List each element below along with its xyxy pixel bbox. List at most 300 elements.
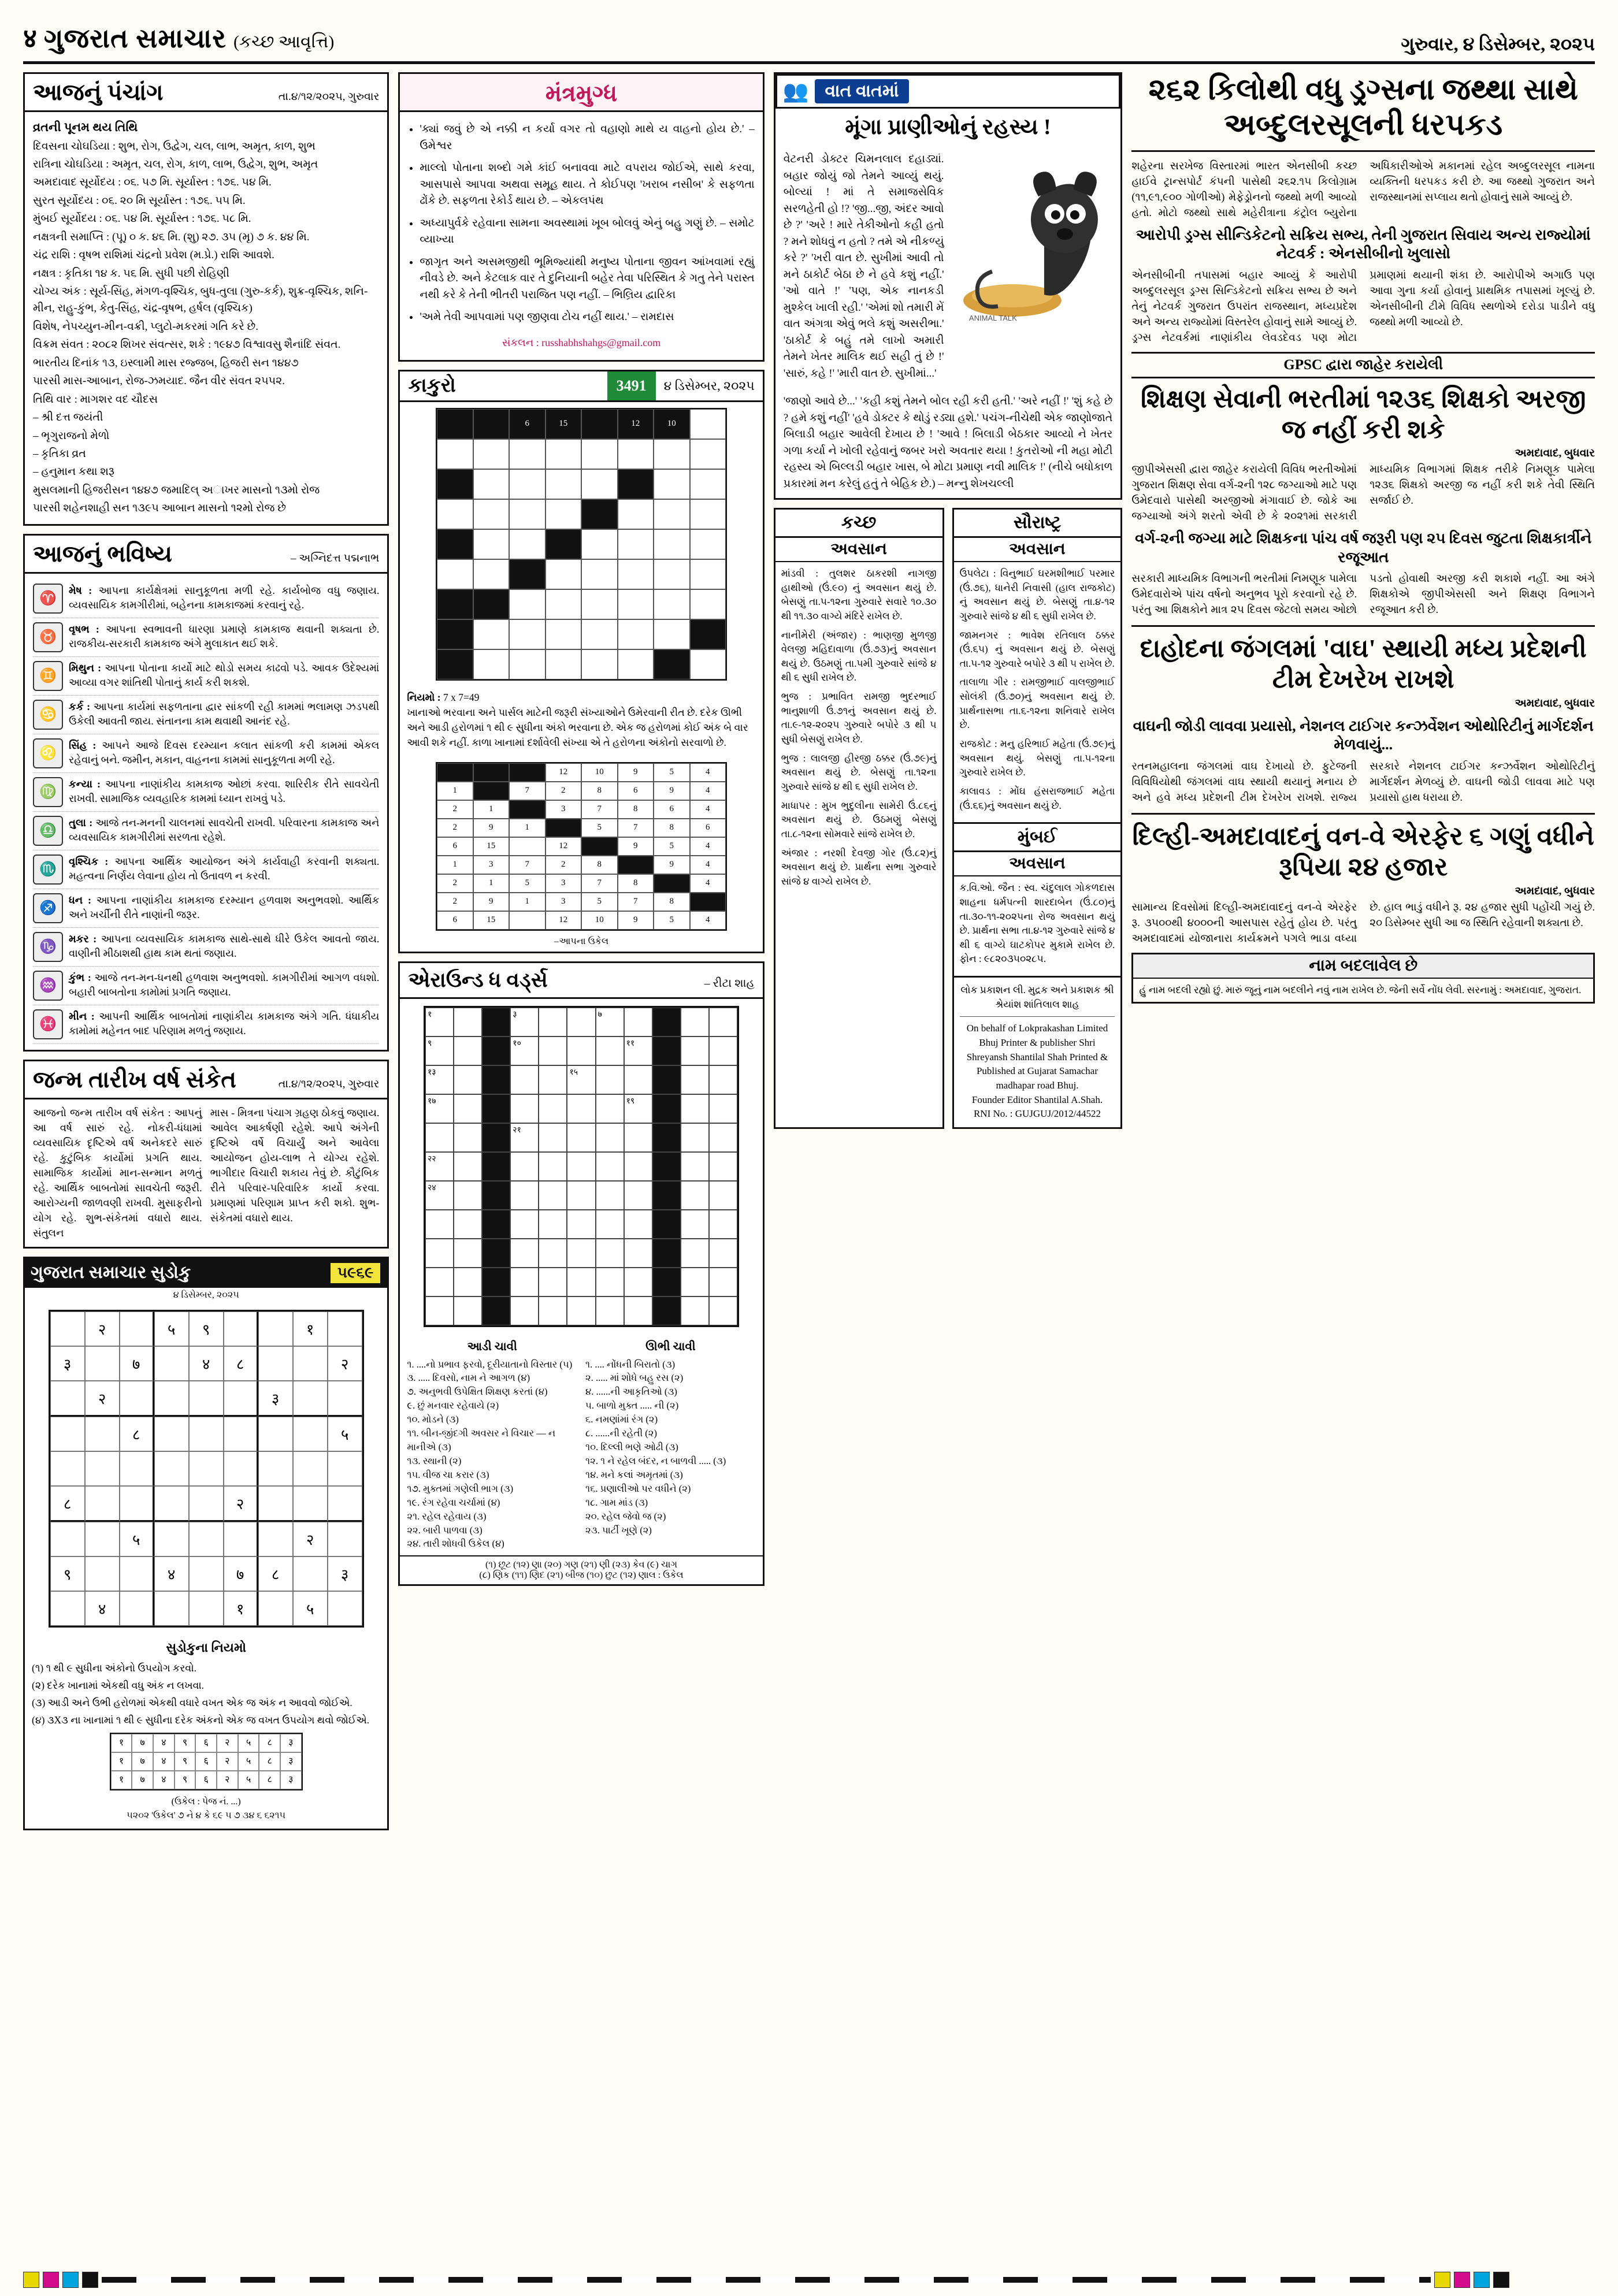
- crossword-cell[interactable]: [454, 1123, 482, 1152]
- crossword-cell[interactable]: [624, 1239, 652, 1268]
- sudoku-cell[interactable]: [189, 1381, 224, 1417]
- sudoku-cell[interactable]: ४: [85, 1591, 120, 1626]
- crossword-cell[interactable]: [454, 1008, 482, 1036]
- sudoku-cell[interactable]: ९: [50, 1556, 85, 1591]
- sudoku-cell[interactable]: [85, 1417, 120, 1451]
- kakuro-cell[interactable]: [654, 469, 690, 499]
- mantra-mail[interactable]: સંકલન : russhabhshahgs@gmail.com: [502, 336, 661, 348]
- crossword-cell[interactable]: [709, 1094, 737, 1123]
- crossword-cell[interactable]: [596, 1210, 624, 1239]
- sudoku-cell[interactable]: [258, 1312, 293, 1346]
- crossword-cell[interactable]: [454, 1065, 482, 1094]
- kakuro-cell[interactable]: [690, 589, 726, 619]
- crossword-cell[interactable]: [567, 1065, 595, 1094]
- delhi-headline[interactable]: દિલ્હી-અમદાવાદનું વન-વે એરફેર ૬ ગણું વધીને રૂપિયા ૨૪ હજાર: [1132, 822, 1594, 881]
- crossword-cell[interactable]: [425, 1152, 454, 1181]
- gpsc-headline[interactable]: શિક્ષણ સેવાની ભરતીમાં ૧૨૩૬ શિક્ષકો અરજી જ નહીં કરી શકે: [1140, 384, 1586, 444]
- sudoku-cell[interactable]: [258, 1591, 293, 1626]
- sudoku-cell[interactable]: [189, 1591, 224, 1626]
- sudoku-cell[interactable]: [224, 1417, 258, 1451]
- kakuro-solution-cell: 9: [654, 782, 690, 800]
- crossword-cell[interactable]: [539, 1296, 567, 1325]
- kakuro-solution-cell: [618, 856, 654, 874]
- crossword-cell[interactable]: [454, 1296, 482, 1325]
- sudoku-cell[interactable]: [293, 1451, 328, 1486]
- crossword-cell[interactable]: [681, 1239, 709, 1268]
- sudoku-cell[interactable]: [189, 1417, 224, 1451]
- kakuro-cell[interactable]: [545, 469, 582, 499]
- sudoku-cell[interactable]: [120, 1381, 154, 1417]
- crossword-cell[interactable]: [681, 1065, 709, 1094]
- kakuro-cell[interactable]: [654, 529, 690, 559]
- sudoku-cell[interactable]: [50, 1451, 85, 1486]
- sudoku-cell[interactable]: [189, 1522, 224, 1556]
- crossword-cell[interactable]: [567, 1296, 595, 1325]
- kakuro-grid[interactable]: [436, 408, 727, 681]
- sudoku-cell[interactable]: [50, 1381, 85, 1417]
- sudoku-cell[interactable]: ५: [120, 1522, 154, 1556]
- sudoku-cell[interactable]: [328, 1522, 362, 1556]
- crossword-cell[interactable]: [624, 1094, 652, 1123]
- crossword-cell[interactable]: [681, 1152, 709, 1181]
- crossword-block: [482, 1094, 510, 1123]
- kakuro-cell[interactable]: [654, 619, 690, 649]
- sudoku-cell[interactable]: ८: [50, 1486, 85, 1522]
- crossword-cell[interactable]: [624, 1036, 652, 1065]
- sudoku-cell[interactable]: [189, 1486, 224, 1522]
- lead-headline[interactable]: ૨૬૨ કિલોથી વધુ ડ્રગ્સના જથ્થા સાથે અબ્દુલરસૂલની ધરપકડ: [1148, 73, 1578, 142]
- crossword-cell[interactable]: [596, 1094, 624, 1123]
- kakuro-cell[interactable]: [545, 589, 582, 619]
- crossword-cell[interactable]: [624, 1210, 652, 1239]
- sudoku-grid[interactable]: [49, 1310, 364, 1628]
- sudoku-answer-cell: ९: [175, 1752, 196, 1771]
- crossword-cell[interactable]: [681, 1008, 709, 1036]
- crossword-cell[interactable]: [709, 1065, 737, 1094]
- crossword-cell[interactable]: [425, 1181, 454, 1210]
- sudoku-cell[interactable]: [224, 1522, 258, 1556]
- sudoku-cell[interactable]: [120, 1591, 154, 1626]
- crossword-cell[interactable]: [510, 1008, 539, 1036]
- kakuro-cell[interactable]: [690, 649, 726, 679]
- mantra-item: • જાગૃત અને અસમજીથી ભૂમિજ્યાંથી મનુષ્ય પોતાના જીવન આંખવામાં રહ્યું નીવડે છે. અને કેટલાક વાર તે દુનિયાની બહેર તેવા પરિસ્થિત કે ગતુ તેને પરાસ્ત નથી કરે કે તેની ભીતરી પરાજિત પણ નહીં. – ભિલ્રિય દ્વારિકા: [420, 254, 754, 304]
- crossword-cell[interactable]: [539, 1008, 567, 1036]
- kakuro-clue-cell[interactable]: 15: [545, 409, 582, 439]
- kakuro-cell[interactable]: [509, 469, 545, 499]
- sudoku-cell[interactable]: [85, 1486, 120, 1522]
- crossword-cell[interactable]: [567, 1268, 595, 1296]
- crossword-cell[interactable]: [539, 1239, 567, 1268]
- crossword-cell[interactable]: [510, 1036, 539, 1065]
- swatch: [1434, 2272, 1450, 2288]
- kakuro-solution-cell: 5: [581, 893, 618, 911]
- name-change-title: નામ બદલાવેલ છે: [1133, 954, 1593, 979]
- crossword-cell[interactable]: [425, 1036, 454, 1065]
- crossword-cell[interactable]: [596, 1152, 624, 1181]
- sudoku-cell[interactable]: २: [85, 1312, 120, 1346]
- kakuro-clue-cell: [437, 469, 473, 499]
- horoscope-row: [33, 618, 379, 657]
- kakuro-clue-cell: [618, 469, 654, 499]
- crossword-cell[interactable]: [454, 1268, 482, 1296]
- sudoku-cell[interactable]: ७: [224, 1556, 258, 1591]
- crossword-cell[interactable]: [624, 1181, 652, 1210]
- sudoku-cell[interactable]: १: [293, 1312, 328, 1346]
- crossword-cell[interactable]: [681, 1210, 709, 1239]
- sudoku-cell[interactable]: [258, 1451, 293, 1486]
- sudoku-answer-cell: ३: [280, 1771, 302, 1789]
- crossword-cell[interactable]: [709, 1239, 737, 1268]
- panchang-line: મુસલમાની હિજરીસન ૧૪૪૭ જમાદિલ્ અાખર માસનો ૧૩મો રોજ: [33, 484, 320, 496]
- crossword-grid[interactable]: [424, 1006, 739, 1327]
- kakuro-cell[interactable]: [654, 589, 690, 619]
- kakuro-cell[interactable]: [618, 619, 654, 649]
- crossword-cell[interactable]: [510, 1239, 539, 1268]
- sudoku-cell[interactable]: [258, 1417, 293, 1451]
- sudoku-cell[interactable]: [120, 1312, 154, 1346]
- crossword-cell[interactable]: [596, 1036, 624, 1065]
- sudoku-cell[interactable]: २: [328, 1346, 362, 1381]
- kakuro-clue-cell: [545, 529, 582, 559]
- kakuro-cell[interactable]: [473, 439, 510, 469]
- crossword-block: [652, 1036, 681, 1065]
- page-number: ४: [23, 24, 37, 53]
- kakuro-cell[interactable]: [473, 619, 510, 649]
- crossword-cell[interactable]: [709, 1123, 737, 1152]
- crossword-cell[interactable]: [510, 1123, 539, 1152]
- crossword-clue: ૯. છું મનવાર રહેવાયે (૨): [407, 1400, 499, 1411]
- sudoku-cell[interactable]: ८: [258, 1556, 293, 1591]
- kakuro-cell[interactable]: [618, 499, 654, 529]
- kakuro-cell[interactable]: [690, 409, 726, 439]
- kakuro-cell[interactable]: [618, 439, 654, 469]
- crossword-cell[interactable]: [539, 1210, 567, 1239]
- crossword-cell[interactable]: [681, 1036, 709, 1065]
- kakuro-clue-cell[interactable]: 6: [509, 409, 545, 439]
- kakuro-clue-cell: [473, 589, 510, 619]
- sudoku-cell[interactable]: [50, 1417, 85, 1451]
- crossword-cell[interactable]: [567, 1094, 595, 1123]
- kakuro-cell[interactable]: [473, 559, 510, 589]
- sudoku-cell[interactable]: [154, 1522, 189, 1556]
- crossword-cell[interactable]: [709, 1268, 737, 1296]
- sudoku-cell[interactable]: [50, 1312, 85, 1346]
- crossword-cell[interactable]: [454, 1239, 482, 1268]
- sudoku-cell[interactable]: ३: [50, 1346, 85, 1381]
- sudoku-cell[interactable]: २: [224, 1486, 258, 1522]
- sudoku-cell[interactable]: [50, 1522, 85, 1556]
- crossword-cell[interactable]: [510, 1268, 539, 1296]
- kakuro-cell[interactable]: [545, 649, 582, 679]
- obit-saurashtra-region: સૌરાષ્ટ્ર: [954, 510, 1121, 538]
- sudoku-cell[interactable]: [120, 1486, 154, 1522]
- kakuro-cell[interactable]: [473, 469, 510, 499]
- kakuro-cell[interactable]: [690, 439, 726, 469]
- kakuro-cell[interactable]: [437, 499, 473, 529]
- crossword-cell[interactable]: [454, 1036, 482, 1065]
- imprint-line3: Founder Editor Shantilal A.Shah.: [971, 1094, 1103, 1105]
- sudoku-cell[interactable]: २: [293, 1522, 328, 1556]
- kakuro-cell[interactable]: [618, 529, 654, 559]
- kakuro-cell[interactable]: [545, 499, 582, 529]
- horoscope-text: મકર : આપના વ્યવસાયિક કામકાજ સાથે-સાથે ધીરે ઉકેલ આવતો જાય. વાણીની મીઠાશથી હાથ કામ થતાં જણાય.: [69, 932, 380, 960]
- sudoku-cell[interactable]: [258, 1486, 293, 1522]
- crossword-cell[interactable]: [709, 1210, 737, 1239]
- kakuro-cell[interactable]: [581, 529, 618, 559]
- sudoku-cell[interactable]: [328, 1451, 362, 1486]
- panchang-line: – હનુમાન કથા શરૂ: [33, 466, 115, 478]
- crossword-cell[interactable]: [567, 1152, 595, 1181]
- sudoku-cell[interactable]: ३: [258, 1381, 293, 1417]
- kakuro-cell[interactable]: [545, 439, 582, 469]
- crossword-cell[interactable]: [425, 1239, 454, 1268]
- kakuro-clue-cell[interactable]: [581, 409, 618, 439]
- crossword-cell[interactable]: [510, 1181, 539, 1210]
- crossword-cell[interactable]: [567, 1210, 595, 1239]
- sudoku-cell[interactable]: ७: [120, 1346, 154, 1381]
- kakuro-cell[interactable]: [509, 499, 545, 529]
- crossword-cell[interactable]: [425, 1094, 454, 1123]
- crossword-down-title: ઊભી ચાવી: [645, 1340, 696, 1353]
- sudoku-cell[interactable]: [120, 1556, 154, 1591]
- sudoku-cell[interactable]: [189, 1556, 224, 1591]
- crossword-cell[interactable]: [596, 1008, 624, 1036]
- sudoku-cell[interactable]: ९: [189, 1312, 224, 1346]
- crossword-cell[interactable]: [425, 1296, 454, 1325]
- dahod-body: રતનમહાલના જંગલમાં વાઘ દેખાયો છે. ફુટેજની વિવિધિયોથી જંગલમાં વાઘ સ્થાયી થયાનું મનાય છે અને હવે મધ્ય પ્રદેશની ટીમ દેખરેખ રાખશે. રાજ્ય સરકારે નેશનલ ટાઈગર કન્ઝર્વેશન ઓથોરિટીનું માર્ગદર્શન મેળવ્યું છે. વાઘની જોડી લાવવા માટે પણ પ્રયાસો હાથ ધરાયા છે.: [1131, 760, 1595, 804]
- crossword-cell[interactable]: [425, 1008, 454, 1036]
- crossword-cell[interactable]: [425, 1268, 454, 1296]
- kakuro-cell[interactable]: [581, 559, 618, 589]
- obit-mumbai-list: [954, 876, 1121, 976]
- kakuro-cell[interactable]: [618, 649, 654, 679]
- imprint-rni: RNI No. : GUJGUJ/2012/44522: [973, 1108, 1101, 1120]
- kakuro-cell[interactable]: [618, 589, 654, 619]
- birth-year-left: આજનો જન્મ તારીખ વર્ષ સંકેત : આપનું આ વર્ષ સારું રહે. નોકરી-ધંધામાં વ્યવસાયિક દૃષ્ટિએ વર્ષ અનેકદરે સારું રહે. કુટુંબિક કાર્યોમાં પ્રગતિ થાય. સામાજિક કાર્યોમાં માન-સન્માન મળતું રહે. આર્થિક બાબતોમાં સાવચેતી જરૂરી. આરોગ્યની જાળવણી રાખવી. મુસાફરીનો યોગ રહે. શુભ-સંકેતમાં વધારો થાય. સંતુલન: [33, 1106, 202, 1239]
- kakuro-cell[interactable]: [545, 559, 582, 589]
- crossword-cell[interactable]: [510, 1094, 539, 1123]
- crossword-cell[interactable]: [454, 1152, 482, 1181]
- sudoku-cell[interactable]: [85, 1556, 120, 1591]
- sudoku-cell[interactable]: ५: [328, 1417, 362, 1451]
- crossword-cell[interactable]: [624, 1268, 652, 1296]
- crossword-cell[interactable]: [596, 1065, 624, 1094]
- kakuro-cell[interactable]: [545, 619, 582, 649]
- kakuro-cell[interactable]: [509, 439, 545, 469]
- obituary-entry: ઉપલેટા : વિનુભાઈ ઘરમશીભાઈ પરમાર (ઉં.૭૬), ધાનેરી નિવાસી (હાલ રાજકોટ) નું અવસાન થયું છે. બેસણું તા.૪-૧૨ ગુરુવારે સાંજે ૪ થી ૬ સુધી રાખેલ છે.: [959, 568, 1115, 622]
- kakuro-solution-cell: 9: [654, 856, 690, 874]
- sudoku-cell[interactable]: [293, 1556, 328, 1591]
- kakuro-solution-cell: [654, 874, 690, 893]
- crossword-cell[interactable]: [539, 1268, 567, 1296]
- crossword-cell[interactable]: [567, 1123, 595, 1152]
- crossword-cell[interactable]: [567, 1181, 595, 1210]
- crossword-cell[interactable]: [624, 1065, 652, 1094]
- kakuro-cell[interactable]: [690, 529, 726, 559]
- crossword-cell[interactable]: [624, 1296, 652, 1325]
- sudoku-answer-cell: ६: [195, 1752, 217, 1771]
- kakuro-cell[interactable]: [581, 649, 618, 679]
- crossword-cell[interactable]: [624, 1008, 652, 1036]
- sudoku-cell[interactable]: ३: [328, 1556, 362, 1591]
- kakuro-clue-cell[interactable]: 12: [618, 409, 654, 439]
- sudoku-cell[interactable]: [154, 1591, 189, 1626]
- kakuro-solution-cell: 2: [437, 874, 473, 893]
- sudoku-cell[interactable]: [154, 1417, 189, 1451]
- sudoku-cell[interactable]: [85, 1451, 120, 1486]
- kakuro-cell[interactable]: [437, 559, 473, 589]
- kakuro-cell[interactable]: [509, 529, 545, 559]
- sudoku-cell[interactable]: [154, 1486, 189, 1522]
- kakuro-cell[interactable]: [509, 589, 545, 619]
- crossword-cell[interactable]: [425, 1210, 454, 1239]
- sudoku-cell[interactable]: [154, 1381, 189, 1417]
- sudoku-cell[interactable]: [293, 1417, 328, 1451]
- kakuro-formula: 7 x 7=49: [443, 691, 480, 703]
- crossword-cell[interactable]: [681, 1181, 709, 1210]
- crossword-cell[interactable]: [596, 1268, 624, 1296]
- crossword-cell[interactable]: [510, 1152, 539, 1181]
- sudoku-cell[interactable]: [293, 1346, 328, 1381]
- kakuro-solution-cell: 4: [690, 782, 726, 800]
- crossword-cell[interactable]: [425, 1065, 454, 1094]
- crossword-cell[interactable]: [681, 1268, 709, 1296]
- sudoku-cell[interactable]: [85, 1522, 120, 1556]
- crossword-cell[interactable]: [596, 1296, 624, 1325]
- crossword-cell[interactable]: [539, 1036, 567, 1065]
- mantra-item: • માલ્લો પોતાના શબ્દો ગમે કાંઈ બનાવવા માટે વપરાય જોઈએ, સાથે કરવા, આસપાસે આપવા અથવા સમૂહ થાય. તે કોઈપણ 'ખરાબ નસીબ' કે સફળતા ઢોંકે છે. સફળતા રેકોર્ડ થાય છે. – એકલપંથ: [420, 160, 754, 210]
- panchang-line: ભારતીય દિનાંક ૧૩, ઇસ્લામી માસ રજ્જબ, હિજરી સન ૧૪૪૭: [33, 356, 299, 369]
- sudoku-cell[interactable]: १: [224, 1591, 258, 1626]
- kakuro-cell[interactable]: [509, 619, 545, 649]
- sudoku-box: [23, 1257, 389, 1830]
- crossword-cell[interactable]: [596, 1239, 624, 1268]
- sudoku-cell[interactable]: [293, 1381, 328, 1417]
- sudoku-cell[interactable]: [189, 1451, 224, 1486]
- crossword-cell[interactable]: [510, 1296, 539, 1325]
- crossword-cell[interactable]: [567, 1239, 595, 1268]
- sudoku-cell[interactable]: [328, 1486, 362, 1522]
- kakuro-clue-cell[interactable]: 10: [654, 409, 690, 439]
- sudoku-cell[interactable]: [328, 1381, 362, 1417]
- crossword-cell[interactable]: [539, 1065, 567, 1094]
- sudoku-cell[interactable]: [154, 1346, 189, 1381]
- dahod-headline[interactable]: દાહોદના જંગલમાં 'વાઘ' સ્થાયી મધ્ય પ્રદેશની ટીમ દેખરેખ રાખશે: [1140, 634, 1587, 694]
- horoscope-row: [33, 1005, 379, 1044]
- sudoku-cell[interactable]: [328, 1312, 362, 1346]
- crossword-cell[interactable]: [709, 1036, 737, 1065]
- crossword-cell[interactable]: [539, 1152, 567, 1181]
- sudoku-cell[interactable]: ८: [120, 1417, 154, 1451]
- sudoku-cell[interactable]: [224, 1312, 258, 1346]
- crossword-cell[interactable]: [454, 1094, 482, 1123]
- sudoku-cell[interactable]: २: [85, 1381, 120, 1417]
- kakuro-cell[interactable]: [581, 439, 618, 469]
- kakuro-cell[interactable]: [473, 499, 510, 529]
- crossword-cell-number: २४: [428, 1183, 436, 1192]
- sudoku-cell[interactable]: ८: [224, 1346, 258, 1381]
- sudoku-cell[interactable]: [120, 1451, 154, 1486]
- sudoku-cell[interactable]: [85, 1346, 120, 1381]
- crossword-cell[interactable]: [681, 1296, 709, 1325]
- sudoku-cell[interactable]: [293, 1486, 328, 1522]
- sudoku-cell[interactable]: ४: [154, 1556, 189, 1591]
- dahod-subhead: વાઘની જોડી લાવવા પ્રયાસો, નેશનલ ટાઈગર કન્ઝર્વેશન ઓથોરિટીનું માર્ગદર્શન મેળવાયું...: [1133, 717, 1594, 753]
- sudoku-cell[interactable]: [258, 1346, 293, 1381]
- crossword-cell[interactable]: [709, 1181, 737, 1210]
- kakuro-cell[interactable]: [581, 619, 618, 649]
- crossword-cell[interactable]: [539, 1181, 567, 1210]
- kakuro-cell[interactable]: [618, 559, 654, 589]
- sudoku-answer-cell: १: [111, 1771, 132, 1789]
- crossword-cell[interactable]: [624, 1123, 652, 1152]
- crossword-cell[interactable]: [709, 1296, 737, 1325]
- crossword-cell[interactable]: [539, 1123, 567, 1152]
- kakuro-cell[interactable]: [437, 439, 473, 469]
- kakuro-cell[interactable]: [690, 499, 726, 529]
- crossword-cell[interactable]: [709, 1152, 737, 1181]
- kakuro-cell[interactable]: [690, 469, 726, 499]
- crossword-cell[interactable]: [596, 1123, 624, 1152]
- gpsc-kicker: GPSC દ્વારા જાહેર કરાયેલી: [1131, 352, 1595, 378]
- sudoku-cell[interactable]: [224, 1451, 258, 1486]
- kakuro-cell[interactable]: [473, 649, 510, 679]
- obit-mumbai-region: મુંબઈ: [954, 822, 1121, 852]
- sudoku-answer-cell: ८: [259, 1752, 280, 1771]
- crossword-cell[interactable]: [681, 1123, 709, 1152]
- kakuro-cell[interactable]: [581, 589, 618, 619]
- kakuro-cell[interactable]: [654, 439, 690, 469]
- crossword-cell[interactable]: [425, 1123, 454, 1152]
- crossword-cell[interactable]: [596, 1181, 624, 1210]
- crossword-cell[interactable]: [709, 1008, 737, 1036]
- crossword-cell[interactable]: [624, 1152, 652, 1181]
- crossword-cell[interactable]: [510, 1210, 539, 1239]
- sudoku-cell[interactable]: [258, 1522, 293, 1556]
- sudoku-cell[interactable]: ४: [189, 1346, 224, 1381]
- sudoku-cell[interactable]: [328, 1591, 362, 1626]
- sudoku-cell[interactable]: [50, 1591, 85, 1626]
- sudoku-cell[interactable]: [154, 1451, 189, 1486]
- kakuro-clue-cell: [437, 589, 473, 619]
- lead-body-1: શહેરના સરખેજ વિસ્તારમાં ભારત એનસીબી કચ્છ હાઈવે ટ્રાન્સપોર્ટ કંપની પાસેથી ૨૬૨.૧૫ કિલોગ્રામ (૧૧,૯૧,૯૦૦ ગોળીઓ) મેફેડ્રોનનો જથ્થો મળી આવ્યો હતો. મોટો જથ્થો સાથે મહેરીત્રાના કંટ્રોલ બ્યુરોના અધિકારીઓએ મકાનમાં રહેલ અબ્દુલરસૂલ નામના વ્યક્તિની ધરપકડ કરી છે. આ જથ્થો ગુજરાત અને રાજસ્થાનમાં સપ્લાય થતો હોવાનું સામે આવ્યું છે.: [1131, 160, 1595, 219]
- kakuro-cell[interactable]: [654, 559, 690, 589]
- crossword-clue: ૨૦. રહેલ જેવો જ (૨): [585, 1510, 666, 1522]
- birth-year-title: જન્મ તારીખ વર્ષ સંકેત: [33, 1066, 236, 1093]
- kakuro-cell[interactable]: [690, 559, 726, 589]
- obituary-entry: તાલાળા ગીર : રામજીભાઈ વાલજીભાઈ સોલંકી (ઉં.૭૦)નું અવસાન થયું છે. પ્રાર્થનાસભા તા.૬-૧૨ના શનિવારે રાખેલ છે.: [959, 677, 1115, 731]
- kakuro-clue-cell: [437, 619, 473, 649]
- sudoku-cell[interactable]: ५: [154, 1312, 189, 1346]
- crossword-block: [482, 1123, 510, 1152]
- crossword-cell[interactable]: [681, 1094, 709, 1123]
- crossword-cell[interactable]: [567, 1036, 595, 1065]
- crossword-cell[interactable]: [567, 1008, 595, 1036]
- zodiac-icon: ♌: [33, 738, 63, 768]
- kakuro-cell[interactable]: [509, 649, 545, 679]
- sudoku-cell[interactable]: [224, 1381, 258, 1417]
- kakuro-cell[interactable]: [654, 499, 690, 529]
- crossword-cell[interactable]: [539, 1094, 567, 1123]
- kakuro-cell[interactable]: [473, 529, 510, 559]
- crossword-cell[interactable]: [510, 1065, 539, 1094]
- kakuro-header: [400, 371, 762, 402]
- sudoku-number: ૫૯૬૯: [329, 1262, 381, 1284]
- sudoku-cell[interactable]: ५: [293, 1591, 328, 1626]
- kakuro-cell[interactable]: [581, 469, 618, 499]
- crossword-cell[interactable]: [454, 1181, 482, 1210]
- crossword-cell[interactable]: [454, 1210, 482, 1239]
